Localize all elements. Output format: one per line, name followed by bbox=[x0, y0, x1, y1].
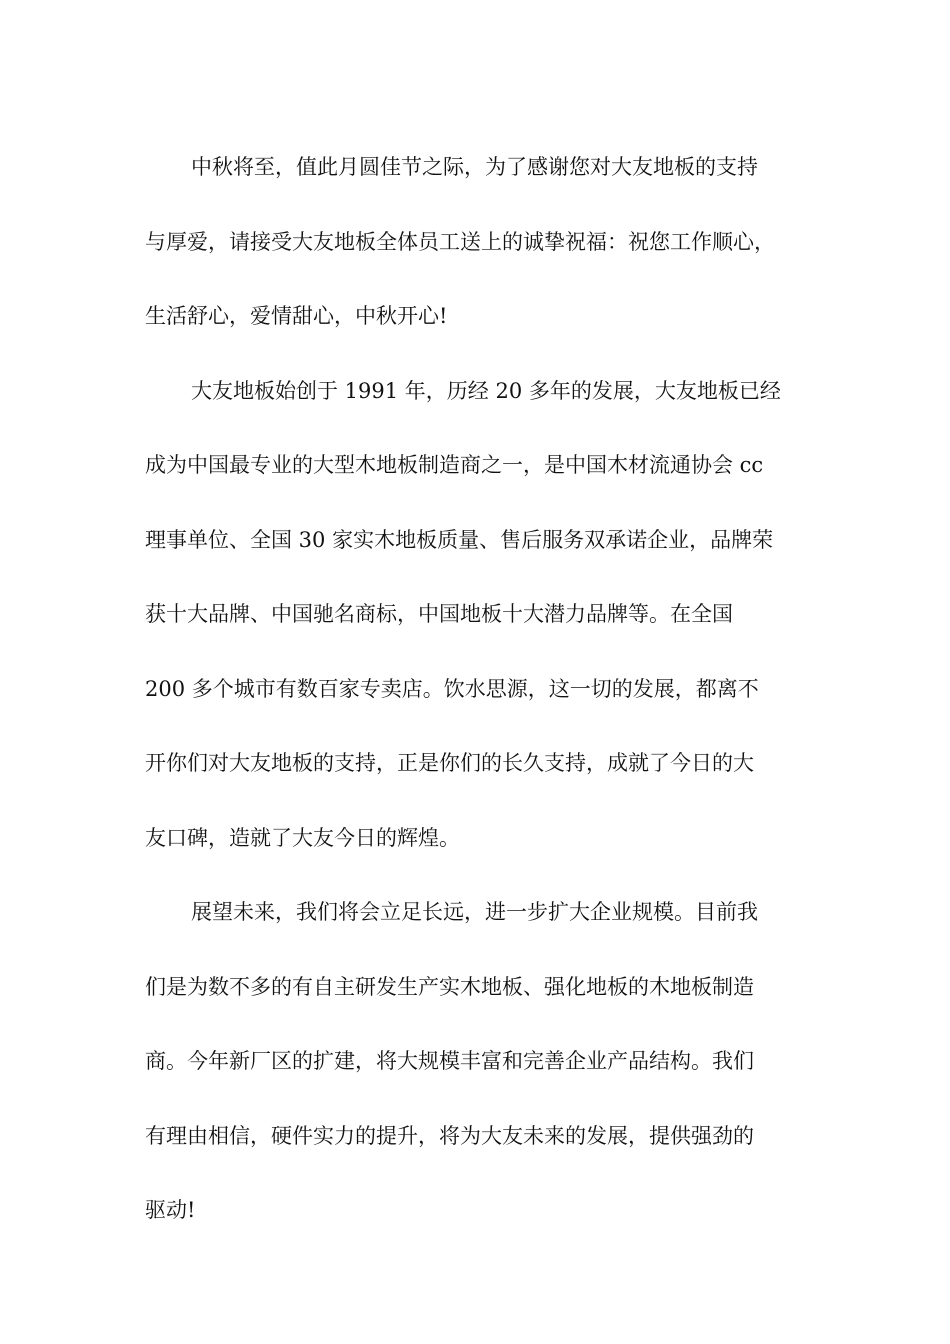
text-line: 展望未来，我们将会立足长远，进一步扩大企业规模。目前我 bbox=[191, 900, 758, 924]
text-line: 成为中国最专业的大型木地板制造商之一，是中国木材流通协会 cc bbox=[145, 453, 764, 477]
text-line: 开你们对大友地板的支持，正是你们的长久支持，成就了今日的大 bbox=[145, 751, 754, 775]
text-line: 们是为数不多的有自主研发生产实木地板、强化地板的木地板制造 bbox=[145, 974, 754, 999]
text-line: 200 多个城市有数百家专卖店。饮水思源，这一切的发展，都离不 bbox=[145, 676, 759, 701]
text-line: 获十大品牌、中国驰名商标，中国地板十大潜力品牌等。在全国 bbox=[145, 602, 733, 626]
text-line: 大友地板始创于 1991 年，历经 20 多年的发展，大友地板已经 bbox=[191, 378, 781, 403]
paragraph-company-history bbox=[145, 354, 810, 876]
text-line: 中秋将至，值此月圆佳节之际，为了感谢您对大友地板的支持 bbox=[191, 155, 758, 179]
text-line: 商。今年新厂区的扩建，将大规模丰富和完善企业产品结构。我们 bbox=[145, 1049, 754, 1073]
text-line: 友口碑，造就了大友今日的辉煌。 bbox=[145, 825, 460, 850]
text-line: 生活舒心，爱情甜心，中秋开心! bbox=[145, 304, 448, 328]
paragraph-greeting bbox=[145, 130, 810, 354]
paragraph-future-outlook bbox=[145, 875, 810, 1248]
text-line: 驱动! bbox=[145, 1198, 196, 1222]
text-line: 理事单位、全国 30 家实木地板质量、售后服务双承诺企业，品牌荣 bbox=[145, 527, 774, 552]
document-body bbox=[145, 130, 810, 1248]
text-line: 有理由相信，硬件实力的提升，将为大友未来的发展，提供强劲的 bbox=[145, 1123, 754, 1148]
text-line: 与厚爱，请接受大友地板全体员工送上的诚挚祝福：祝您工作顺心， bbox=[145, 229, 775, 254]
